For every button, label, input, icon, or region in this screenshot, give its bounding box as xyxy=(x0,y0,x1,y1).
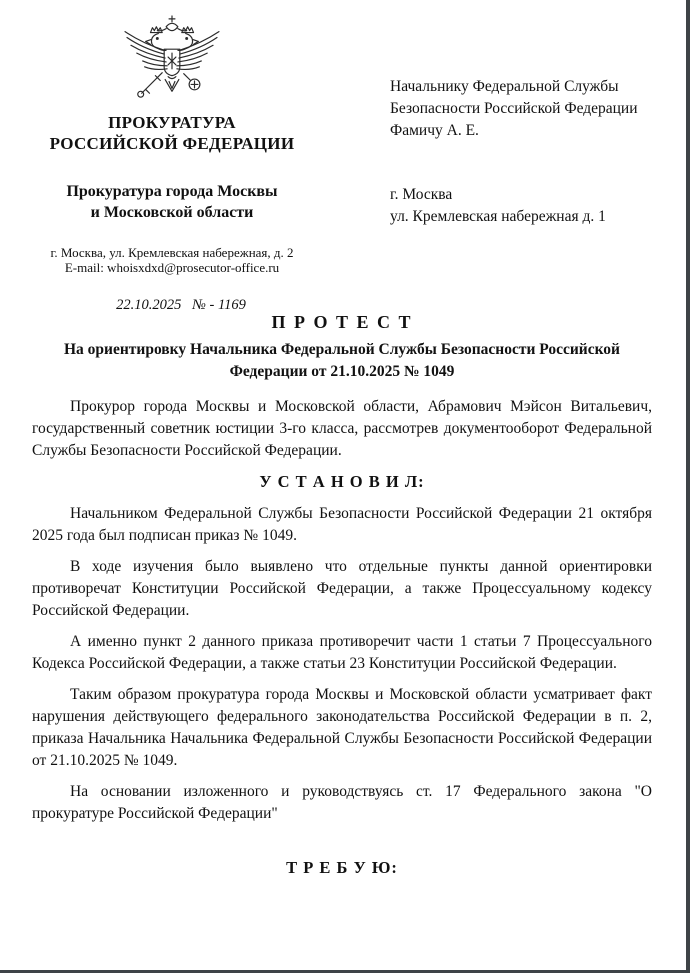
date-and-number: 22.10.2025 № - 1169 xyxy=(116,297,246,313)
org-subdivision-line1: Прокуратура города Москвы xyxy=(66,183,278,200)
title-block xyxy=(32,310,652,383)
body-paragraph: Начальником Федеральной Службы Безопасности Российской Федерации 21 октября 2025 года был подписан приказ № 1049. xyxy=(32,505,652,544)
section-heading-established: У С Т А Н О В И Л: xyxy=(259,472,425,491)
addressee-line: Начальнику Федеральной Службы xyxy=(390,78,619,95)
body-paragraph: А именно пункт 2 данного приказа противоречит части 1 статьи 7 Процессуального Кодекса Российской Федерации, а также статьи 23 Конституции Российской Федерации. xyxy=(32,633,652,672)
org-email: E-mail: whoisxdxd@prosecutor-office.ru xyxy=(64,260,280,275)
addressee-gap xyxy=(390,142,675,184)
section-heading-demand: Т Р Е Б У Ю: xyxy=(286,858,398,877)
org-name-line1: ПРОКУРАТУРА xyxy=(108,113,236,132)
org-subdivision-line2: и Московской области xyxy=(90,204,254,221)
addressee-address-line: ул. Кремлевская набережная д. 1 xyxy=(390,208,606,225)
addressee-line: Безопасности Российской Федерации xyxy=(390,100,638,117)
body-paragraph: Прокурор города Москвы и Московской области, Абрамович Мэйсон Витальевич, государственный советник юстиции 3-го класса, рассмотрев документооборот Федеральной Службы Безопасности Российской Федерации. xyxy=(32,398,652,459)
coat-of-arms-icon xyxy=(113,14,231,104)
body-paragraph: На основании изложенного и руководствуясь ст. 17 Федерального закона "О прокуратуре Российской Федерации" xyxy=(32,783,652,822)
document-subtitle: На ориентировку Начальника Федеральной Службы Безопасности Российской Федерации от 21.10.2025 № 1049 xyxy=(63,341,620,380)
document-title: П Р О Т Е С Т xyxy=(271,312,413,332)
letterhead xyxy=(22,14,322,314)
addressee-block xyxy=(390,76,675,228)
body-paragraph: В ходе изучения было выявлено что отдельные пункты данной ориентировки противоречат Конституции Российской Федерации, а также Процессуальному кодексу Российской Федерации. xyxy=(32,558,652,619)
org-address: г. Москва, ул. Кремлевская набережная, д. 2 xyxy=(50,245,294,260)
addressee-line: Фамичу А. Е. xyxy=(390,122,479,139)
body-paragraph: Таким образом прокуратура города Москвы и Московской области усматривает факт нарушения действующего федерального законодательства Российской Федерации в п. 2, приказа Начальника Начальника Федеральной Службы Безопасности Российской Федерации от 21.10.2025 № 1049. xyxy=(32,686,652,769)
addressee-address-line: г. Москва xyxy=(390,186,453,203)
document-body xyxy=(32,396,652,889)
org-name-line2: РОССИЙСКОЙ ФЕДЕРАЦИИ xyxy=(49,134,295,153)
